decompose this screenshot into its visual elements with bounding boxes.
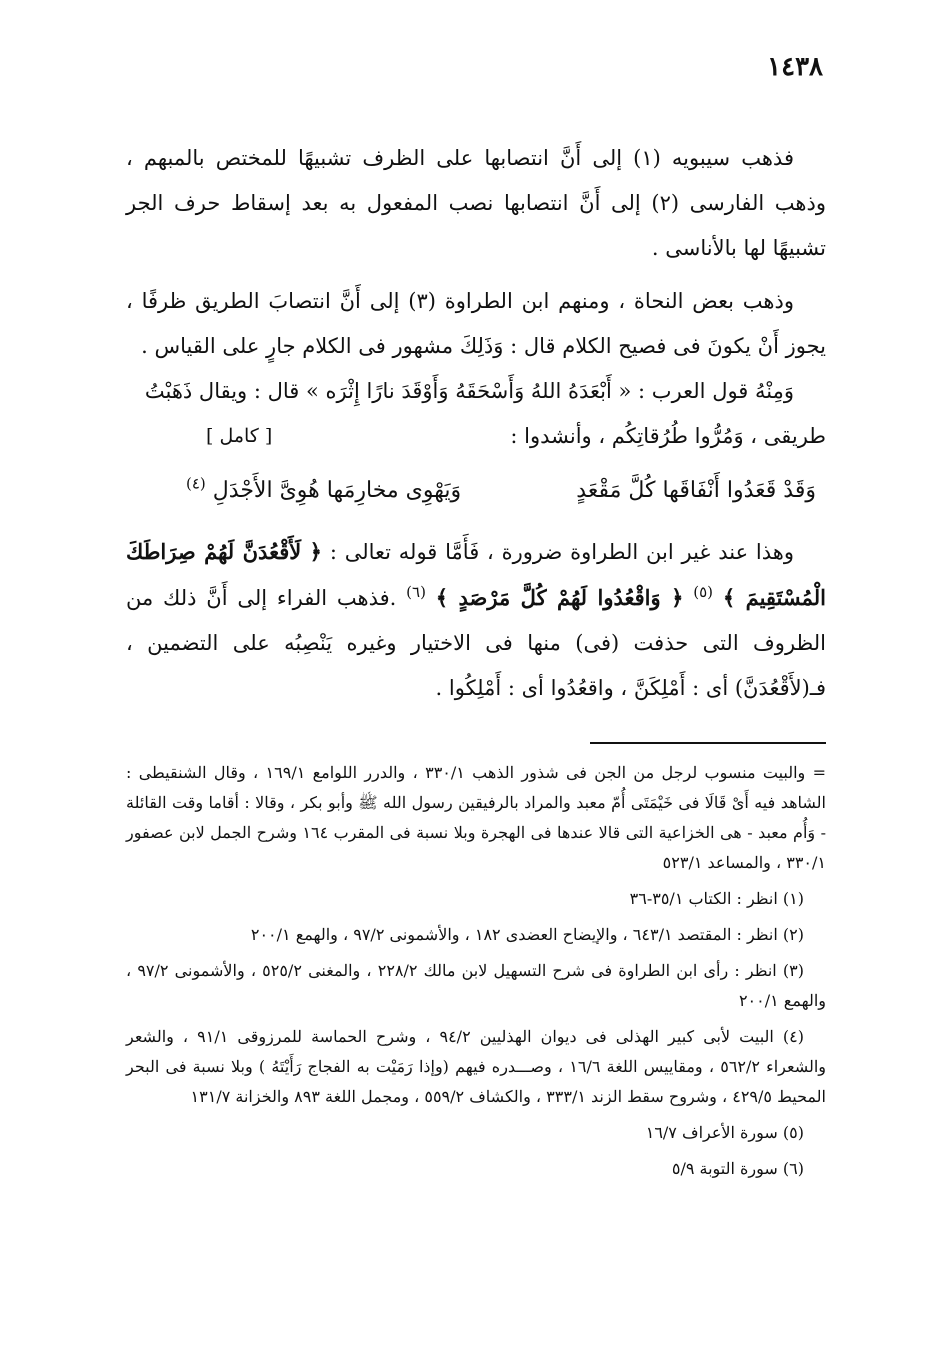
footnote-2: (٢) انظر : المقتصد ٦٤٣/١ ، والإيضاح العضدى ١٨٢ ، والأشمونى ٩٧/٢ ، والهمع ٢٠٠/١: [250, 925, 804, 944]
footnote-6: (٦) سورة التوبة ٥/٩: [671, 1159, 804, 1178]
footnote-ref-6: (٦): [406, 583, 426, 601]
footnote-3: (٣) انظر : رأى ابن الطراوة فى شرح التسهيل لابن مالك ٢٢٨/٢ ، والمغنى ٥٢٥/٢ ، والأشمونى ٩٧/٢ ، والهمع ٢٠٠/١: [126, 961, 826, 1010]
footnote-ref-5: (٥): [693, 583, 714, 601]
main-text: [126, 136, 826, 711]
paragraph-sibawayh: فذهب سيبويه (١) إلى أَنَّ انتصابها على الظرف تشبيهًا للمختص بالمبهم ، وذهب الفارسى (٢) إلى أَنَّ انتصابها نصب المفعول به بعد إسقاط حرف الجر تشبيهًا لها بالأناسى .: [126, 146, 826, 260]
verse-intro-text: طريقى ، وَمُرُّوا طُرُقاتِكُم ، وأنشدوا :: [510, 424, 826, 448]
poem-verse: [126, 459, 826, 529]
quran-verse-tawba: ﴿ وَاقْعُدُوا لَهُمْ كُلَّ مَرْصَدٍ ﴾: [435, 585, 684, 610]
meter-label: [ كامل ]: [206, 425, 273, 447]
paragraph-quran-discussion: وهذا عند غير ابن الطراوة ضرورة ، فَأَمَّا قوله تعالى : ﴿ لَأَقْعُدَنَّ لَهُمْ صِرَاطَكَ الْمُسْتَقِيمَ ﴾ $^{(٥)}$ ﴿ وَاقْعُدُوا لَهُمْ كُلَّ مَرْصَدٍ ﴾ $^{(٦)}$ .فذهب الفراء إلى أَنَّ ذلك من الظروف التى حذفت (فى) منها فى الاختيار وغيره يَنْصِبُه على التضمين ، فـ(لأَقْعُدَنَّ) أى : أَمْلِكَنَّ ، واقعُدُوا أى : أَمْلِكُوا .: [126, 539, 826, 700]
page-number: ١٤٣٨: [767, 52, 823, 82]
footnote-continued: = والبيت منسوب لرجل من الجن فى شذور الذهب ٣٣٠/١ ، والدرر اللوامع ١٦٩/١ ، وقال الشنقيطى : الشاهد فيه أَىْ قَالَا فى خَيْمَتَى أُمّ معبد والمراد بالرفيقين رسول الله ﷺ وأبو بكر ، وقالا : أقاما وقت القائلة - وَأُم معبد - هى الخزاعية التى قالا عندها فى الهجرة وبلا نسبة فى المقرب ١٦٤ وشرح الجمل لابن عصفور ٣٣٠/١ ، والمساعد ٥٢٣/١: [126, 763, 827, 872]
footnote-1: (١) انظر : الكتاب ٣٥/١-٣٦: [629, 889, 804, 908]
paragraph-ibn-altarawa: وذهب بعض النحاة ، ومنهم ابن الطراوة (٣) إلى أَنَّ انتصابَ الطريق ظرفًا ، يجوز أَنْ يكونَ فى فصيح الكلام قال : وَذَلِكَ مشهور فى الكلام جارٍ على القياس .: [126, 289, 826, 358]
footnote-4: (٤) البيت لأبى كبير الهذلى فى ديوان الهذليين ٩٤/٢ ، وشرح الحماسة للمرزوقى ٩١/١ ، والشعر والشعراء ٥٦٢/٢ ، ومقاييس اللغة ١٦/٦ ، وصـــدره فيهم (وإذا رَمَيْت به الفجاج رَأَيْتَهُ ) وبلا نسبة فى البحر المحيط ٤٢٩/٥ ، وشروح سقط الزند ٣٣٣/١ ، والكشاف ٥٥٩/٢ ، ومجمل اللغة ٨٩٣ والخزانة ١٣١/٧: [126, 1027, 827, 1106]
verse-first-hemistich: وَقَدْ قَعَدُوا أَنْفَاقَها كُلَّ مَقْعَدٍ: [576, 478, 816, 503]
verse-second-hemistich: وَيَهْوِى مخارِمَها هُوِىَّ الأَجْدَلِ $^{(٤)}$: [186, 474, 462, 503]
paragraph-arab-saying: وَمِنْهُ قول العرب : « أَبْعَدَهُ اللهُ وَأَسْحَقَهُ وَأَوْقَدَ نارًا إِثْرَه » قال : ويقال ذَهَبْتُ: [144, 379, 794, 403]
footnote-ref-4: (٤): [186, 474, 206, 493]
verse-intro-row: [126, 414, 826, 459]
footnote-separator: [590, 742, 826, 744]
footnote-5: (٥) سورة الأعراف ١٦/٧: [645, 1123, 804, 1142]
footnotes: [126, 758, 826, 1190]
quran-verse-araf: ﴿ لَأَقْعُدَنَّ لَهُمْ صِرَاطَكَ الْمُسْتَقِيمَ ﴾: [126, 539, 826, 610]
